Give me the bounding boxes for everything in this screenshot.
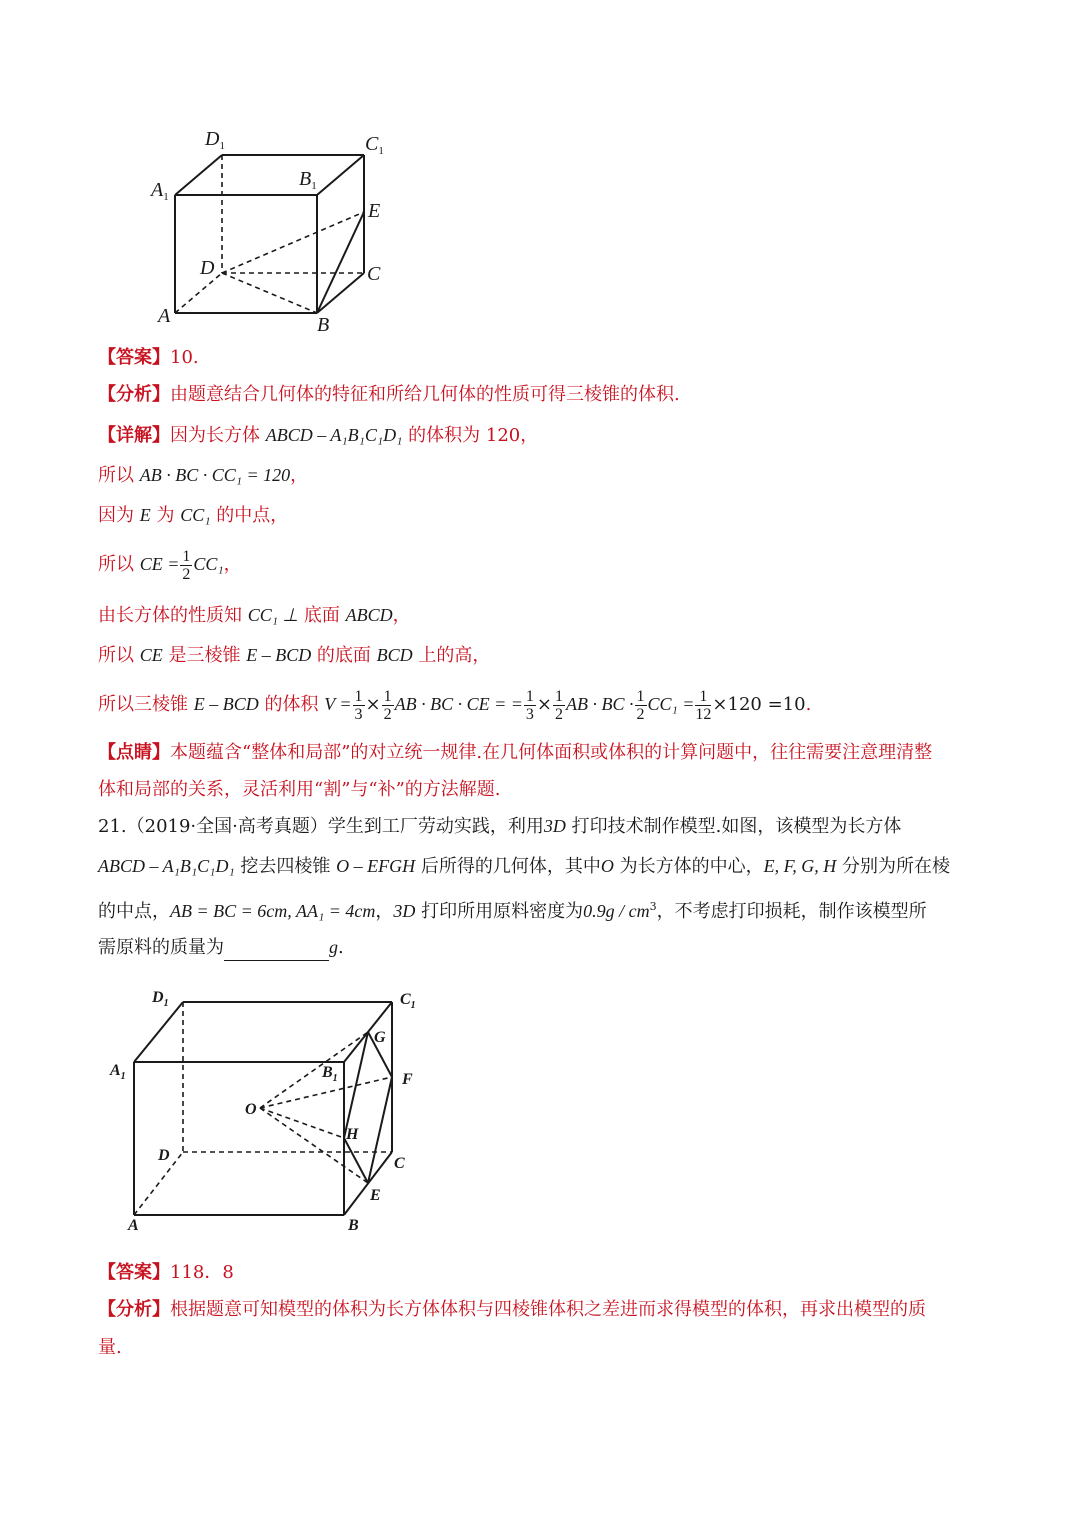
l6-d: V =	[324, 694, 352, 714]
l5-d: E – BCD	[246, 645, 312, 665]
q21-answer-line	[98, 1260, 234, 1286]
l3-rhs: CC₁	[193, 554, 224, 574]
l6-f: AB · BC · CE = =	[394, 694, 523, 714]
q21-line-3	[98, 894, 927, 925]
l5-f: BCD	[376, 645, 413, 665]
q21-solid: ABCD – A₁B₁C₁D₁	[98, 856, 235, 876]
label-H-2: H	[346, 1126, 359, 1143]
q21-l2-c: 后所得的几何体，其中	[415, 856, 601, 877]
cuboid-1-diagram	[145, 120, 405, 340]
comment-text-1: 本题蕴含“整体和局部”的对立统一规律.在几何体面积或体积的计算问题中，往往需要注意理清整	[170, 742, 933, 763]
l1-suffix: ，	[290, 465, 309, 486]
label-A-2: A	[128, 1217, 139, 1234]
l4-c: ABCD	[345, 605, 393, 625]
cuboid-2-diagram	[100, 980, 440, 1240]
q21-3d: 3D	[543, 816, 566, 836]
l6-j: ×120 =10	[712, 694, 806, 715]
q21-l3-b: AB = BC = 6cm, AA₁ = 4cm	[170, 901, 376, 921]
l6-b: E – BCD	[193, 694, 259, 714]
q21-l4-g: g	[329, 937, 338, 957]
l5-a: 所以	[98, 645, 140, 666]
figure-cuboid-2	[100, 980, 440, 1240]
label-A1-2: $A_1$	[110, 1062, 126, 1082]
l4-b: 底面	[298, 605, 346, 626]
l2-E: E	[139, 505, 151, 525]
q21-l2-O: O	[600, 856, 614, 876]
label-C1-2: $C_1$	[400, 991, 416, 1011]
l5-c: 是三棱锥	[162, 645, 247, 666]
q21-l3-c: ，	[375, 901, 394, 922]
label-C1: $C_1$	[365, 133, 384, 157]
detail-prefix: 因为长方体	[170, 425, 266, 446]
l6-e: ×	[365, 694, 381, 715]
l6-i: CC₁ =	[647, 694, 695, 714]
detail-line-4	[98, 546, 242, 583]
q21-l3-sup: 3	[649, 900, 657, 913]
label-E: E	[368, 200, 381, 222]
fraction-half: $\frac{1}{2}$	[182, 547, 191, 583]
q21-l4-b: .	[338, 937, 344, 958]
q21-l2-b: O – EFGH	[336, 856, 416, 876]
l6-a: 所以三棱锥	[98, 694, 194, 715]
q21-l2-d: 为长方体的中心，	[613, 856, 764, 877]
label-B1-2: $B_1$	[322, 1064, 338, 1084]
q21-line-4	[98, 934, 344, 961]
detail-line-1	[98, 422, 538, 449]
label-F-2: F	[402, 1071, 413, 1088]
comment-line-2	[98, 777, 501, 803]
l6-h: AB · BC ·	[566, 694, 634, 714]
label-D1-2: $D_1$	[152, 989, 169, 1009]
l5-g: 上的高，	[412, 645, 491, 666]
label-A: A	[158, 305, 171, 327]
analysis-line-1	[98, 382, 680, 408]
q21-l2-a: 挖去四棱锥	[234, 856, 337, 877]
label-B1: $B_1$	[299, 168, 317, 192]
q21-analysis-line-2	[98, 1335, 122, 1361]
fraction-twelfth: $\frac{1}{12}$	[695, 687, 712, 723]
l2-cc: CC₁	[180, 505, 211, 525]
answer-blank[interactable]	[224, 940, 329, 961]
fraction-half-3: $\frac{1}{2}$	[555, 687, 563, 723]
label-B-2: B	[348, 1217, 359, 1234]
label-B: B	[317, 314, 330, 336]
q21-l3-f: 0.9g / cm	[583, 901, 650, 921]
l3-lhs: CE =	[139, 554, 180, 574]
q21-line-1	[98, 813, 901, 840]
l1-math: AB · BC · CC₁ = 120	[139, 465, 291, 485]
q21-line-2	[98, 853, 950, 880]
label-A1: $A_1$	[151, 179, 169, 203]
q21-l3-g: ，不考虑打印损耗，制作该模型所	[656, 901, 927, 922]
q21-answer-tag: 【答案】	[98, 1262, 170, 1283]
answer-value: 10.	[170, 347, 199, 368]
l6-k: .	[805, 694, 812, 715]
q21-line1-rest: 打印技术制作模型.如图，该模型为长方体	[565, 816, 902, 837]
detail-suffix: 的体积为 120，	[402, 425, 539, 446]
fraction-half-4: $\frac{1}{2}$	[636, 687, 645, 723]
q21-l2-f: 分别为所在棱	[836, 856, 951, 877]
fraction-third-2: $\frac{1}{3}$	[525, 687, 534, 723]
l3-suffix: ，	[223, 554, 242, 575]
l1-prefix: 所以	[98, 465, 140, 486]
label-C: C	[367, 263, 381, 285]
detail-tag: 【详解】	[98, 425, 170, 446]
l6-g: ×	[536, 694, 552, 715]
q21-l4-a: 需原料的质量为	[98, 937, 224, 958]
q21-analysis-text-2: 量.	[98, 1337, 122, 1358]
l5-e: 的底面	[311, 645, 377, 666]
detail-line-3	[98, 502, 288, 529]
l2-a: 因为	[98, 505, 140, 526]
detail-line-5	[98, 602, 411, 629]
label-C-2: C	[394, 1155, 405, 1172]
q21-l2-e: E, F, G, H	[763, 856, 837, 876]
l5-b: CE	[139, 645, 163, 665]
label-D-2: D	[158, 1147, 170, 1164]
q21-analysis-tag: 【分析】	[98, 1299, 170, 1320]
l4-m: CC₁ ⊥	[247, 605, 299, 625]
analysis-tag: 【分析】	[98, 384, 170, 405]
detail-line-6	[98, 642, 490, 669]
fraction-half-2: $\frac{1}{2}$	[383, 687, 392, 723]
q21-l3-a: 的中点，	[98, 901, 170, 922]
comment-text-2: 体和局部的关系，灵活利用“割”与“补”的方法解题.	[98, 779, 501, 800]
q21-l3-e: 打印所用原料密度为	[415, 901, 584, 922]
analysis-text: 由题意结合几何体的特征和所给几何体的性质可得三棱锥的体积.	[170, 384, 680, 405]
l4-a: 由长方体的性质知	[98, 605, 248, 626]
detail-solid: ABCD – A₁B₁C₁D₁	[265, 425, 403, 445]
q21-l3-d: 3D	[393, 901, 416, 921]
comment-tag: 【点睛】	[98, 742, 170, 763]
l4-d: ，	[392, 605, 411, 626]
comment-line-1	[98, 740, 932, 766]
label-O-2: O	[245, 1101, 257, 1118]
label-D: D	[200, 257, 215, 279]
q21-analysis-line-1	[98, 1297, 926, 1323]
detail-line-2	[98, 462, 308, 489]
label-D1: $D_1$	[205, 128, 225, 152]
fraction-third: $\frac{1}{3}$	[354, 687, 363, 723]
answer-tag: 【答案】	[98, 347, 170, 368]
label-E-2: E	[370, 1187, 381, 1204]
figure-cuboid-1	[145, 120, 405, 340]
q21-answer-value: 118．8	[170, 1262, 234, 1283]
l3-prefix: 所以	[98, 554, 140, 575]
label-G-2: G	[374, 1029, 386, 1046]
l2-b: 为	[150, 505, 181, 526]
l2-c: 的中点，	[210, 505, 289, 526]
q21-num: 21.（2019·全国·高考真题）学生到工厂劳动实践，利用	[98, 816, 544, 837]
l6-c: 的体积	[258, 694, 325, 715]
detail-line-7	[98, 686, 811, 723]
q21-analysis-text-1: 根据题意可知模型的体积为长方体体积与四棱锥体积之差进而求得模型的体积，再求出模型的质	[170, 1299, 926, 1320]
answer-line-1	[98, 345, 199, 371]
